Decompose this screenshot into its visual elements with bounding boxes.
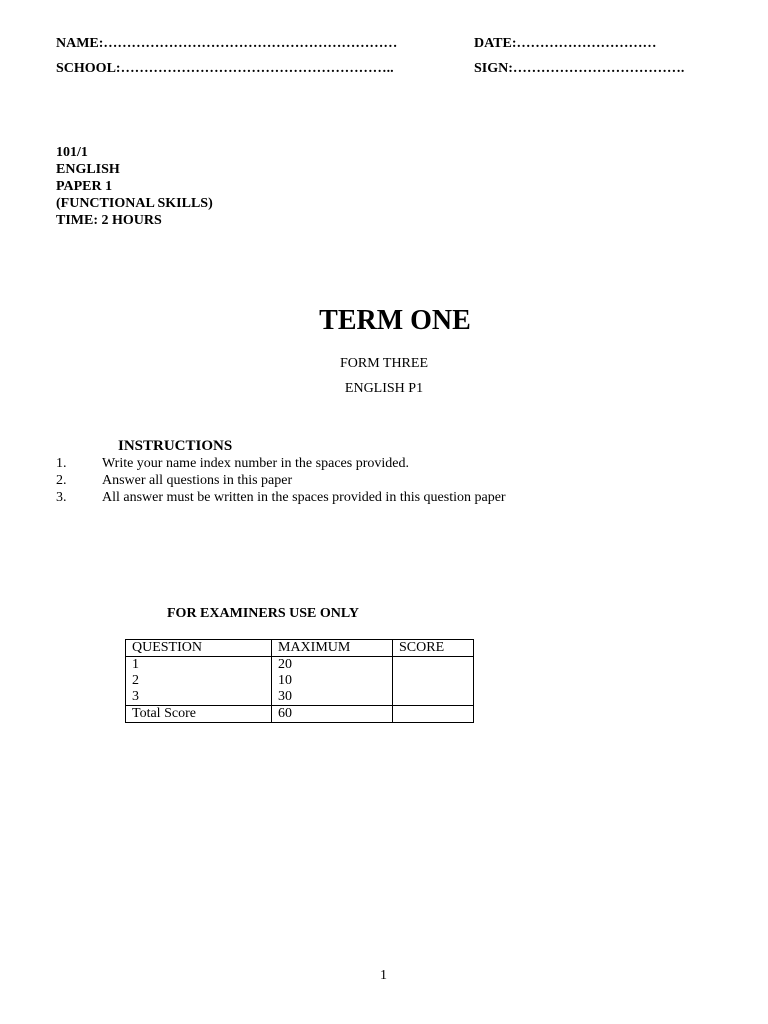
- examiners-heading: FOR EXAMINERS USE ONLY: [167, 606, 360, 621]
- table-row: [126, 689, 474, 706]
- column-header-question: QUESTION: [126, 640, 272, 657]
- item-text: All answer must be written in the spaces provided in this question paper: [102, 490, 506, 505]
- score-cell[interactable]: [393, 689, 474, 706]
- question-cell: 3: [126, 689, 272, 706]
- item-number: 3.: [56, 490, 67, 505]
- score-cell[interactable]: [393, 673, 474, 689]
- school-field: SCHOOL:…………………………………………………..: [56, 61, 394, 76]
- page-number: 1: [380, 968, 387, 983]
- instructions-list: [56, 455, 506, 506]
- table-row: [126, 706, 474, 723]
- item-text: Answer all questions in this paper: [102, 473, 293, 488]
- maximum-cell: 30: [272, 689, 393, 706]
- form-label: FORM THREE: [339, 356, 429, 371]
- item-number: 2.: [56, 473, 67, 488]
- date-field: DATE:…………………………: [474, 36, 657, 51]
- page-title: TERM ONE: [319, 305, 471, 336]
- table-header-row: [126, 640, 474, 657]
- list-item: [56, 455, 506, 472]
- column-header-score: SCORE: [393, 640, 474, 657]
- maximum-cell: 10: [272, 673, 393, 689]
- maximum-cell: 60: [272, 706, 393, 723]
- exam-time: TIME: 2 HOURS: [56, 213, 162, 228]
- question-cell: 1: [126, 657, 272, 674]
- item-text: Write your name index number in the spaces provided.: [102, 456, 409, 471]
- paper-number: PAPER 1: [56, 179, 113, 194]
- instructions-heading: INSTRUCTIONS: [118, 438, 233, 454]
- table-row: [126, 673, 474, 689]
- score-table: [125, 639, 474, 723]
- list-item: [56, 489, 506, 506]
- subject: ENGLISH: [56, 162, 120, 177]
- item-number: 1.: [56, 456, 67, 471]
- table-row: [126, 657, 474, 674]
- score-cell[interactable]: [393, 706, 474, 723]
- score-cell[interactable]: [393, 657, 474, 674]
- paper-code: 101/1: [56, 145, 88, 160]
- question-cell: 2: [126, 673, 272, 689]
- subtitle: ENGLISH P1: [344, 381, 424, 396]
- question-cell: Total Score: [126, 706, 272, 723]
- name-field: NAME:………………………………………………………: [56, 36, 398, 51]
- sign-field: SIGN:……………………………….: [474, 61, 685, 76]
- paper-type: (FUNCTIONAL SKILLS): [56, 196, 213, 211]
- maximum-cell: 20: [272, 657, 393, 674]
- paper-info: [56, 144, 213, 229]
- list-item: [56, 472, 506, 489]
- column-header-maximum: MAXIMUM: [272, 640, 393, 657]
